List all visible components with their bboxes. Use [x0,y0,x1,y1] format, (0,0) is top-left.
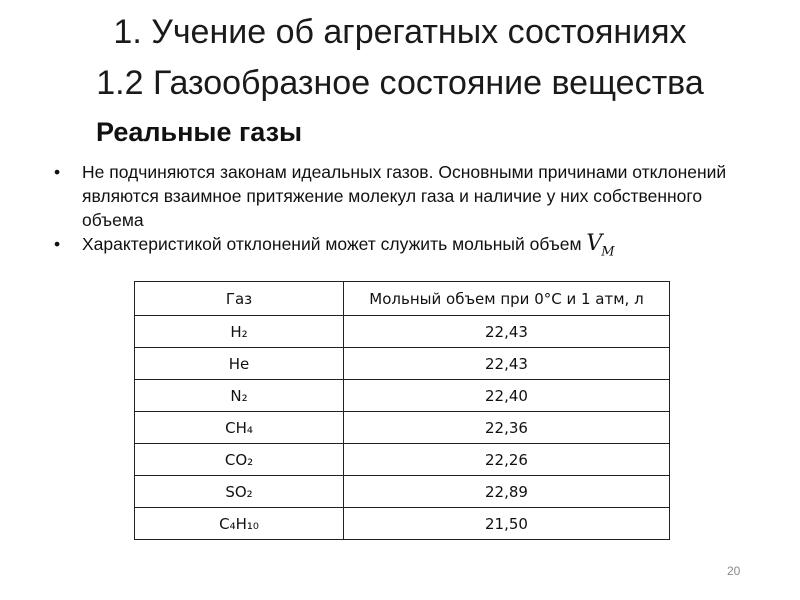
slide-title-line2: 1.2 Газообразное состояние вещества [96,64,704,102]
table-row [135,476,670,508]
table-row [135,508,670,540]
gas-cell: CO₂ [135,444,344,476]
gas-cell: H₂ [135,316,344,348]
bullet-item [54,160,754,232]
molar-volume-symbol [586,231,614,260]
bullet-list [54,160,754,264]
vm-letter: V [586,231,602,256]
gas-cell: SO₂ [135,476,344,508]
table-header-row [135,282,670,316]
bullet-item [54,232,754,264]
table-row [135,444,670,476]
table-row [135,380,670,412]
vm-subscript: M [601,244,614,260]
volume-cell: 22,40 [344,380,670,412]
table-row [135,348,670,380]
section-subtitle: Реальные газы [96,117,303,147]
molar-volume-table [134,281,670,540]
volume-cell: 22,43 [344,316,670,348]
bullet-text: Характеристикой отклонений может служить мольный объем [82,234,582,254]
bullet-dot-icon: • [54,162,61,182]
gas-cell: N₂ [135,380,344,412]
column-header-volume: Мольный объем при 0°С и 1 атм, л [344,282,670,316]
page-number: 20 [727,564,741,578]
gas-cell: He [135,348,344,380]
volume-cell: 22,43 [344,348,670,380]
gas-cell: C₄H₁₀ [135,508,344,540]
volume-cell: 22,36 [344,412,670,444]
volume-cell: 22,26 [344,444,670,476]
gas-cell: CH₄ [135,412,344,444]
volume-cell: 21,50 [344,508,670,540]
bullet-dot-icon: • [54,234,61,254]
table-row [135,316,670,348]
volume-cell: 22,89 [344,476,670,508]
column-header-gas: Газ [135,282,344,316]
table-row [135,412,670,444]
slide-title-line1: 1. Учение об агрегатных состояниях [113,13,687,51]
bullet-text: Не подчиняются законам идеальных газов. Основными причинами отклонений являются взаимное притяжение молекул газа и наличие у них собственного объема [82,162,727,230]
